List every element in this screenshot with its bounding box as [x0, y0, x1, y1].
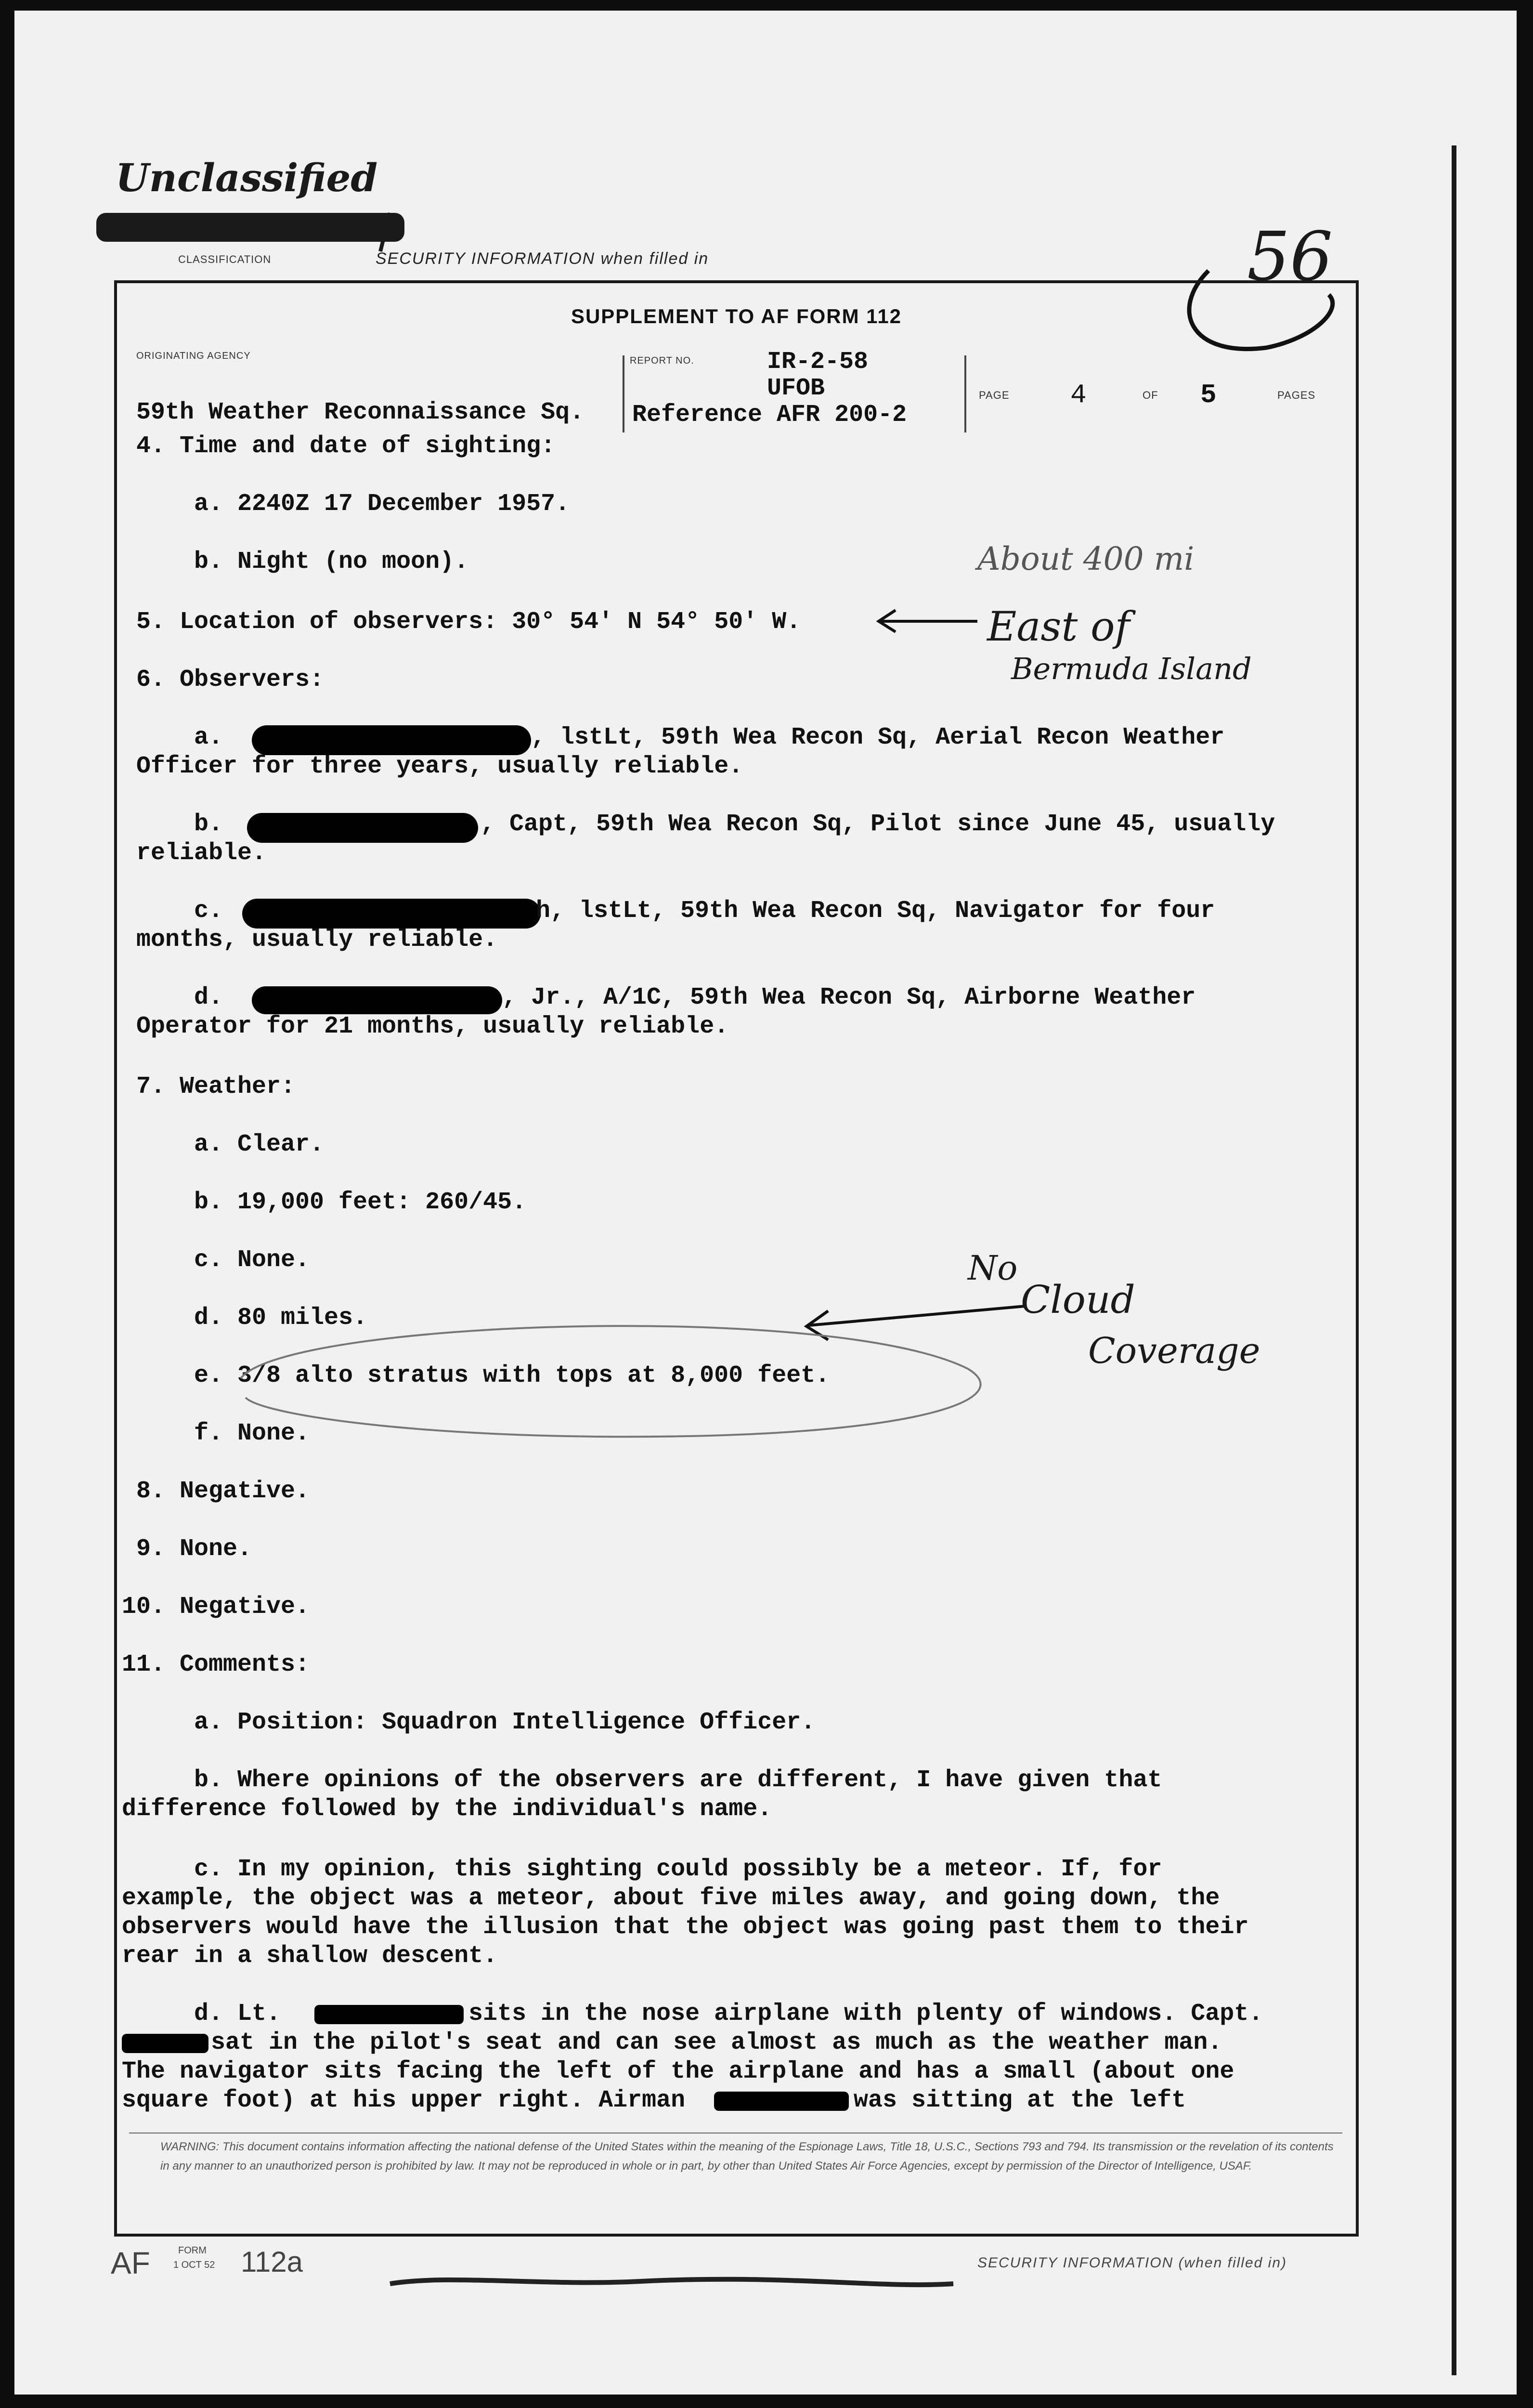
item-6c-letter: c.	[194, 897, 223, 925]
form-small-2: 1 OCT 52	[173, 2260, 215, 2270]
item-7a: a. Clear.	[194, 1131, 325, 1158]
item-11d-line-1b: sits in the nose airplane with plenty of windows. Capt.	[468, 2000, 1263, 2028]
annotation-bermuda: Bermuda Island	[1011, 651, 1252, 686]
annotation-about-distance: About 400 mi	[977, 540, 1195, 577]
item-6c-text: h, lstLt, 59th Wea Recon Sq, Navigator for four	[536, 897, 1215, 925]
form-id: AF	[111, 2246, 150, 2280]
item-6b-letter: b.	[194, 811, 223, 838]
handwritten-classification: Unclassified	[116, 155, 378, 200]
warning-notice: WARNING: This document contains information affecting the national defense of the United States within the meaning of the Espionage Laws, Title 18, U.S.C., Sections 793 and 794. Its transmission or the revelation of its contents in any manner to an unauthorized person is prohibited by law. It may not be reproduced in whole or in part, by other than United States Air Force Agencies, except by permission of the Director of Intelligence, USAF.	[160, 2140, 1334, 2172]
of-label: OF	[1143, 389, 1158, 401]
annotation-no-cloud-3: Coverage	[1088, 1330, 1260, 1372]
document-sheet	[14, 11, 1517, 2395]
reference: Reference AFR 200-2	[632, 401, 907, 429]
page-number: 4	[1070, 380, 1087, 410]
item-4b: b. Night (no moon).	[194, 548, 469, 576]
annotation-no-cloud-2: Cloud	[1021, 1277, 1135, 1322]
footer-scribble	[14, 11, 1517, 2395]
item-11c-line-2: example, the object was a meteor, about five miles away, and going down, the	[122, 1885, 1220, 1912]
item-10: 10. Negative.	[122, 1593, 310, 1621]
item-6b-text: , Capt, 59th Wea Recon Sq, Pilot since June 45, usually	[481, 811, 1275, 838]
originating-agency-label: ORIGINATING AGENCY	[136, 351, 251, 361]
page-total: 5	[1200, 380, 1217, 410]
item-7c: c. None.	[194, 1246, 310, 1274]
form-number: 112a	[241, 2246, 303, 2278]
security-note: SECURITY INFORMATION when filled in	[376, 249, 709, 268]
item-11c-line-4: rear in a shallow descent.	[122, 1942, 498, 1970]
report-no-label: REPORT NO.	[630, 355, 694, 366]
item-7: 7. Weather:	[136, 1073, 296, 1100]
item-7d: d. 80 miles.	[194, 1304, 368, 1332]
corner-number: 56	[1247, 218, 1333, 296]
security-footer: SECURITY INFORMATION (when filled in)	[977, 2255, 1287, 2271]
item-7f: f. None.	[194, 1420, 310, 1447]
classification-caption: CLASSIFICATION	[178, 253, 272, 265]
item-11d-line-2: sat in the pilot's seat and can see almost as much as the weather man.	[211, 2029, 1222, 2056]
item-5: 5. Location of observers: 30° 54' N 54° 50' W.	[136, 608, 801, 636]
item-6a-letter: a.	[194, 724, 223, 751]
originating-agency: 59th Weather Reconnaissance Sq.	[136, 399, 585, 426]
item-11: 11. Comments:	[122, 1651, 310, 1678]
item-6d-text: , Jr., A/1C, 59th Wea Recon Sq, Airborne Weather	[502, 984, 1196, 1011]
item-6a-text-2: Officer for three years, usually reliable.	[136, 753, 743, 780]
item-11d-line-1a: d. Lt.	[194, 2000, 281, 2028]
item-11b-line-1: b. Where opinions of the observers are different, I have given that	[194, 1767, 1162, 1794]
report-number: IR-2-58	[767, 348, 869, 376]
item-4: 4. Time and date of sighting:	[136, 432, 556, 460]
item-6d-text-2: Operator for 21 months, usually reliable.	[136, 1013, 729, 1040]
item-6c-text-2: months, usually reliable.	[136, 926, 498, 954]
item-11d-line-4a: square foot) at his upper right. Airman	[122, 2087, 686, 2114]
item-11d-line-4b: was sitting at the left	[854, 2087, 1186, 2114]
item-7b: b. 19,000 feet: 260/45.	[194, 1189, 527, 1216]
item-11c-line-1: c. In my opinion, this sighting could possibly be a meteor. If, for	[194, 1856, 1162, 1883]
item-6: 6. Observers:	[136, 666, 325, 694]
item-4a: a. 2240Z 17 December 1957.	[194, 490, 570, 518]
item-11d-line-3: The navigator sits facing the left of the airplane and has a small (about one	[122, 2058, 1234, 2085]
page-label: PAGE	[979, 389, 1010, 401]
pages-label: PAGES	[1277, 389, 1316, 401]
item-9: 9. None.	[136, 1535, 252, 1563]
item-7e: e. 3/8 alto stratus with tops at 8,000 feet.	[194, 1362, 830, 1389]
item-11c-line-3: observers would have the illusion that the object was going past them to their	[122, 1913, 1249, 1941]
form-small-1: FORM	[178, 2245, 207, 2256]
report-sub: UFOB	[767, 375, 825, 402]
item-11a: a. Position: Squadron Intelligence Officer.	[194, 1709, 816, 1736]
form-title: SUPPLEMENT TO AF FORM 112	[571, 305, 902, 327]
item-11b-line-2: difference followed by the individual's name.	[122, 1795, 772, 1823]
annotation-east-of: East of	[987, 603, 1130, 650]
item-6d-letter: d.	[194, 984, 223, 1011]
item-6a-text: , lstLt, 59th Wea Recon Sq, Aerial Recon Weather	[531, 724, 1225, 751]
item-6b-text-2: reliable.	[136, 839, 267, 867]
item-8: 8. Negative.	[136, 1478, 310, 1505]
annotation-no-cloud-1: No	[968, 1248, 1018, 1288]
